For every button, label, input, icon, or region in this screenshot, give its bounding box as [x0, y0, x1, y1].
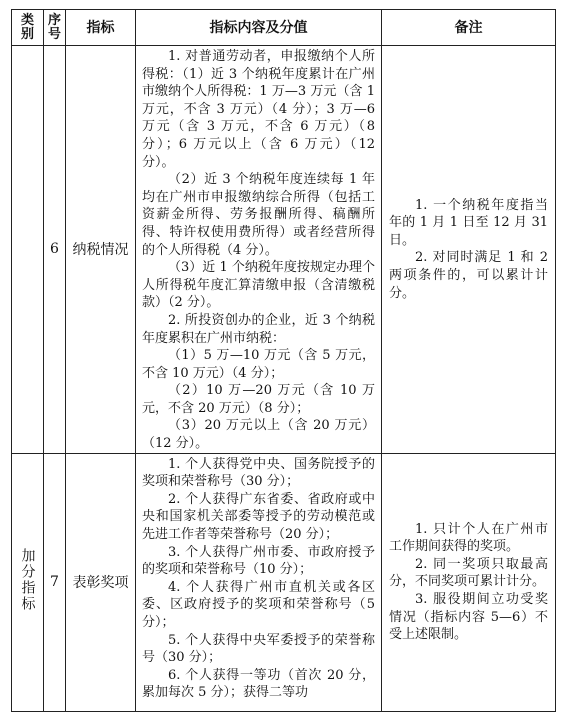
table-row [12, 46, 556, 454]
seq-cell: 6 [44, 46, 66, 454]
content-paragraph: 6. 个人获得一等功（首次 20 分，累加每次 5 分）；获得二等功 [142, 667, 375, 701]
content-paragraph: （3）20 万元以上（含 20 万元）（12 分）。 [142, 418, 375, 452]
content-paragraph: 1. 对普通劳动者，申报缴纳个人所得税：（1）近 3 个纳税年度累计在广州市缴纳个人所得税：1 万—3 万元（含 1 万元，不含 3 万元）（4 分）；3 万—6 万元（含 3 万元，不含 6 万元）（8 分）；6 万元以上（含 6 万元）（12 分）。 [142, 49, 375, 170]
table-row [12, 453, 556, 711]
note-paragraph: 1. 一个纳税年度指当年的 1 月 1 日至 12 月 31 日。 [389, 197, 548, 248]
note-paragraph: 1. 只计个人在广州市工作期间获得的奖项。 [389, 521, 548, 555]
note-paragraph: 2. 对同时满足 1 和 2 两项条件的，可以累计计分。 [389, 250, 548, 301]
content-paragraph: 5. 个人获得中央军委授予的荣誉称号（30 分）； [142, 632, 375, 666]
content-paragraph: （2）近 3 个纳税年度连续每 1 年均在广州市申报缴纳综合所得（包括工资薪金所得、劳务报酬所得、稿酬所得、特许权使用费所得）或者经营所得的个人所得税（4 分）。 [142, 172, 375, 258]
category-cell [12, 453, 44, 711]
content-paragraph: 1. 个人获得党中央、国务院授予的奖项和荣誉称号（30 分）； [142, 456, 375, 490]
note-paragraph: 3. 服役期间立功受奖情况（指标内容 5—6）不受上述限制。 [389, 591, 548, 643]
content-paragraph: 4. 个人获得广州市直机关或各区委、区政府授予的奖项和荣誉称号（5 分）； [142, 579, 375, 630]
table-header-row [12, 10, 556, 46]
content-paragraph: 2. 所投资创办的企业，近 3 个纳税年度累积在广州市纳税： [142, 312, 375, 346]
indicator-cell: 表彰奖项 [66, 453, 136, 711]
indicator-table [11, 9, 556, 712]
note-cell [382, 46, 556, 454]
content-paragraph: 3. 个人获得广州市委、市政府授予的奖项和荣誉称号（10 分）； [142, 544, 375, 578]
category-cell [12, 46, 44, 454]
content-cell [136, 46, 382, 454]
header-content: 指标内容及分值 [136, 10, 382, 46]
note-cell [382, 453, 556, 711]
content-paragraph: （2）10 万—20 万元（含 10 万元，不含 20 万元）（8 分）； [142, 383, 375, 416]
indicator-cell: 纳税情况 [66, 46, 136, 454]
seq-cell: 7 [44, 453, 66, 711]
content-paragraph: 2. 个人获得广东省委、省政府或中央和国家机关部委等授予的劳动模范或先进工作者等荣誉称号（20 分）； [142, 491, 375, 543]
header-seq: 序号 [44, 10, 66, 46]
header-note: 备注 [382, 10, 556, 46]
header-category: 类别 [12, 10, 44, 46]
content-cell [136, 453, 382, 711]
content-paragraph: （3）近 1 个纳税年度按规定办理个人所得税年度汇算清缴申报（含清缴税款）（2 分）。 [142, 260, 375, 311]
header-indicator: 指标 [66, 10, 136, 46]
category-label: 加分指标 [19, 547, 36, 612]
note-paragraph: 2. 同一奖项只取最高分，不同奖项可累计计分。 [389, 556, 548, 590]
content-paragraph: （1）5 万—10 万元（含 5 万元，不含 10 万元）（4 分）； [142, 348, 375, 381]
